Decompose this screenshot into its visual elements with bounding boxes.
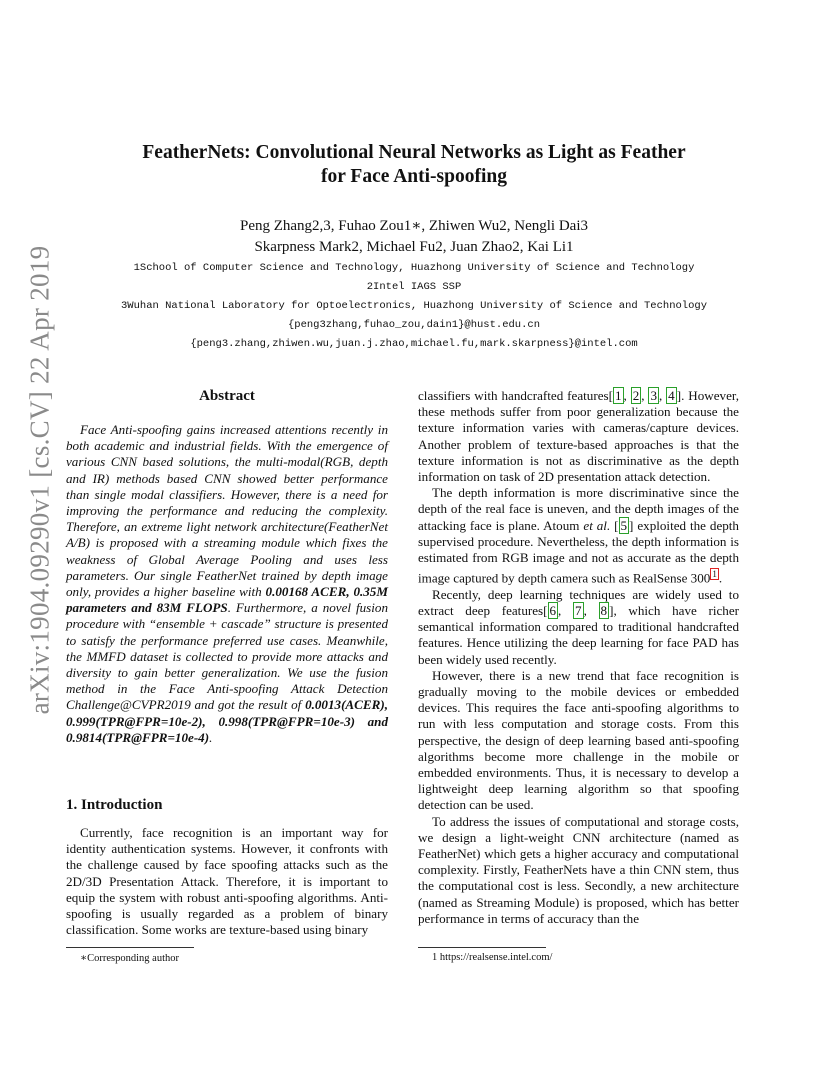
right-column bbox=[418, 388, 739, 927]
affiliation-1: 1School of Computer Science and Technology, Huazhong University of Science and Technology bbox=[133, 262, 695, 274]
abstract-text-2: . Furthermore, a novel fusion procedure with “ensemble + cascade” structure is presented to satisfy the performance preferred use cases. Meanwhile, the MMFD dataset is collected to provide more attacks and diversity to gain better generalization. We use the fusion method in the Face Anti-spoofing Attack Detection Challenge@CVPR2019 and got the result of bbox=[66, 600, 388, 713]
footnote-divider-left bbox=[66, 947, 194, 948]
paragraph-text: ], which have richer semantical information compared to traditional handcrafted features. Hence utilizing the deep learning for face PAD has been widely used recently. bbox=[418, 603, 740, 667]
introduction-paragraph-1: Currently, face recognition is an important way for identity authentication systems. However, it confronts with the challenge caused by face spoofing attacks such as the 2D/3D Presentation Attack. Therefore, it is important to equip the system with robust anti-spoofing algorithms. Anti-spoofing is usually regarded as a problem of binary classification. Some works are texture-based using binary bbox=[66, 825, 388, 938]
paragraph-text: The depth information is more discriminative since the depth of the real face is uneven, and the depth images of the attacking face is plane. Atoum bbox=[418, 485, 739, 533]
et-al: et al. bbox=[583, 517, 611, 533]
paper-title bbox=[0, 141, 828, 189]
paragraph-mobile-trend: However, there is a new trend that face recognition is gradually moving to the mobile devices or embedded devices. This requires the face anti-spoofing algorithms to run with less computation and storage costs. From this perspective, the design of deep learning based anti-spoofing algorithms become more challenge in the mobile or embedded environments. Thus, it is necessary to develop a lightweight deep learning algorithm so that spoofing detection can be used. bbox=[418, 667, 739, 813]
abstract-heading: Abstract bbox=[199, 388, 255, 404]
paragraph-text: Recently, deep learning techniques are widely used to extract deep features[ bbox=[418, 586, 739, 618]
author-list bbox=[0, 216, 828, 258]
footnote-divider-right bbox=[418, 947, 546, 948]
paragraph-text: . bbox=[718, 570, 723, 586]
affiliation-3: 3Wuhan National Laboratory for Optoelectronics, Huazhong University of Science and Technology bbox=[121, 300, 707, 312]
abstract-text-end: . bbox=[209, 729, 213, 745]
citation-link[interactable]: 2 bbox=[632, 388, 640, 403]
arxiv-stamp-text: arXiv:1904.09290v1 [cs.CV] 22 Apr 2019 bbox=[24, 245, 55, 715]
paragraph-text: exploited the depth supervised procedure. Nevertheless, the depth information is estimated from RGB image and not as accurate as the depth image captured by depth camera such as RealSense 300 bbox=[418, 517, 739, 586]
citation-link[interactable]: 6 bbox=[549, 603, 557, 618]
paragraph-deep-learning: Recently, deep learning techniques are widely used to extract deep features[ 6 , 7 , 8 ], which have richer semantical information compared to traditional handcrafted features. Hence utilizing the deep learning for face PAD has been widely used recently. bbox=[418, 586, 740, 667]
abstract-body bbox=[66, 422, 388, 746]
title-line-1: FeatherNets: Convolutional Neural Networks as Light as Feather bbox=[142, 142, 686, 163]
abstract-text-1: Face Anti-spoofing gains increased attentions recently in both academic and industrial fields. With the emergence of various CNN based solutions, the multi-modal(RGB, depth and IR) methods based CNN showed better performance than single modal classifiers. However, there is a need for improving the performance and reducing the complexity. Therefore, an extreme light network architecture(FeatherNet A/B) is proposed with a streaming module which fixes the weakness of Global Average Pooling and uses less parameters. Our single FeatherNet trained by depth image only, provides a higher baseline with bbox=[66, 422, 388, 600]
citation-link[interactable]: 1 bbox=[614, 388, 622, 403]
footnote-corresponding-author: ∗Corresponding author bbox=[80, 953, 179, 964]
citation-link[interactable]: 7 bbox=[575, 603, 582, 618]
footnote-realsense-url: 1 https://realsense.intel.com/ bbox=[432, 952, 553, 963]
citation-link[interactable]: 5 bbox=[620, 517, 628, 533]
section-heading-introduction: 1. Introduction bbox=[66, 797, 163, 813]
paragraph-feathernet-design: To address the issues of computational and storage costs, we design a light-weight CNN architecture (named as FeatherNet) which gets a higher accuracy and computational complexity. Firstly, FeatherNets have a thin CNN stem, thus the computational cost is less. Secondly, a new architecture (named as Streaming Module) is proposed, which has better performance in terms of accuracy than the bbox=[418, 813, 739, 926]
paragraph-texture-methods: classifiers with handcrafted features[ 1 , 2 , 3 , 4 ]. However, these methods suffer from poor generalization because the texture information varies with cameras/capture devices. Another problem of texture-based approaches is that the texture information is not as discriminative as the depth information on task of 2D presentation attack detection. bbox=[418, 388, 740, 485]
citation-link[interactable]: 4 bbox=[668, 388, 675, 403]
citation-link[interactable]: 8 bbox=[600, 603, 608, 618]
abstract-highlight-baseline: 0.00168 ACER, 0.35M parameters and 83M FLOPS bbox=[66, 584, 388, 616]
arxiv-stamp bbox=[14, 245, 66, 715]
authors-line-1: Peng Zhang2,3, Fuhao Zou1∗, Zhiwen Wu2, Nengli Dai3 bbox=[239, 218, 589, 234]
email-intel: {peng3.zhang,zhiwen.wu,juan.j.zhao,michael.fu,mark.skarpness}@intel.com bbox=[190, 338, 638, 350]
authors-line-2: Skarpness Mark2, Michael Fu2, Juan Zhao2, Kai Li1 bbox=[254, 239, 574, 255]
abstract-highlight-results: 0.0013(ACER), 0.999(TPR@FPR=10e-2), 0.998(TPR@FPR=10e-3) and 0.9814(TPR@FPR=10e-4) bbox=[66, 697, 388, 745]
email-hust: {peng3zhang,fuhao_zou,dain1}@hust.edu.cn bbox=[287, 319, 541, 331]
affiliation-2: 2Intel IAGS SSP bbox=[366, 281, 462, 293]
title-line-2: for Face Anti-spoofing bbox=[321, 166, 507, 187]
paragraph-depth-information: The depth information is more discriminative since the depth of the real face is uneven, and the depth images of the attacking face is plane. Atoum et al. [ 5 ] exploited the depth supervised procedure. Nevertheless, the depth information is estimated from RGB image and not as accurate as the depth image captured by depth camera such as RealSense 300 $^1$ . bbox=[418, 485, 739, 586]
footnote-link[interactable]: 1 bbox=[712, 569, 717, 580]
paragraph-text: ]. However, these methods suffer from poor generalization because the texture information varies with cameras/capture devices. Another problem of texture-based approaches is that the texture information is not as discriminative as the depth information on task of 2D presentation attack detection. bbox=[418, 388, 740, 485]
paragraph-text: classifiers with handcrafted features[ bbox=[418, 388, 613, 403]
citation-link[interactable]: 3 bbox=[650, 388, 657, 403]
